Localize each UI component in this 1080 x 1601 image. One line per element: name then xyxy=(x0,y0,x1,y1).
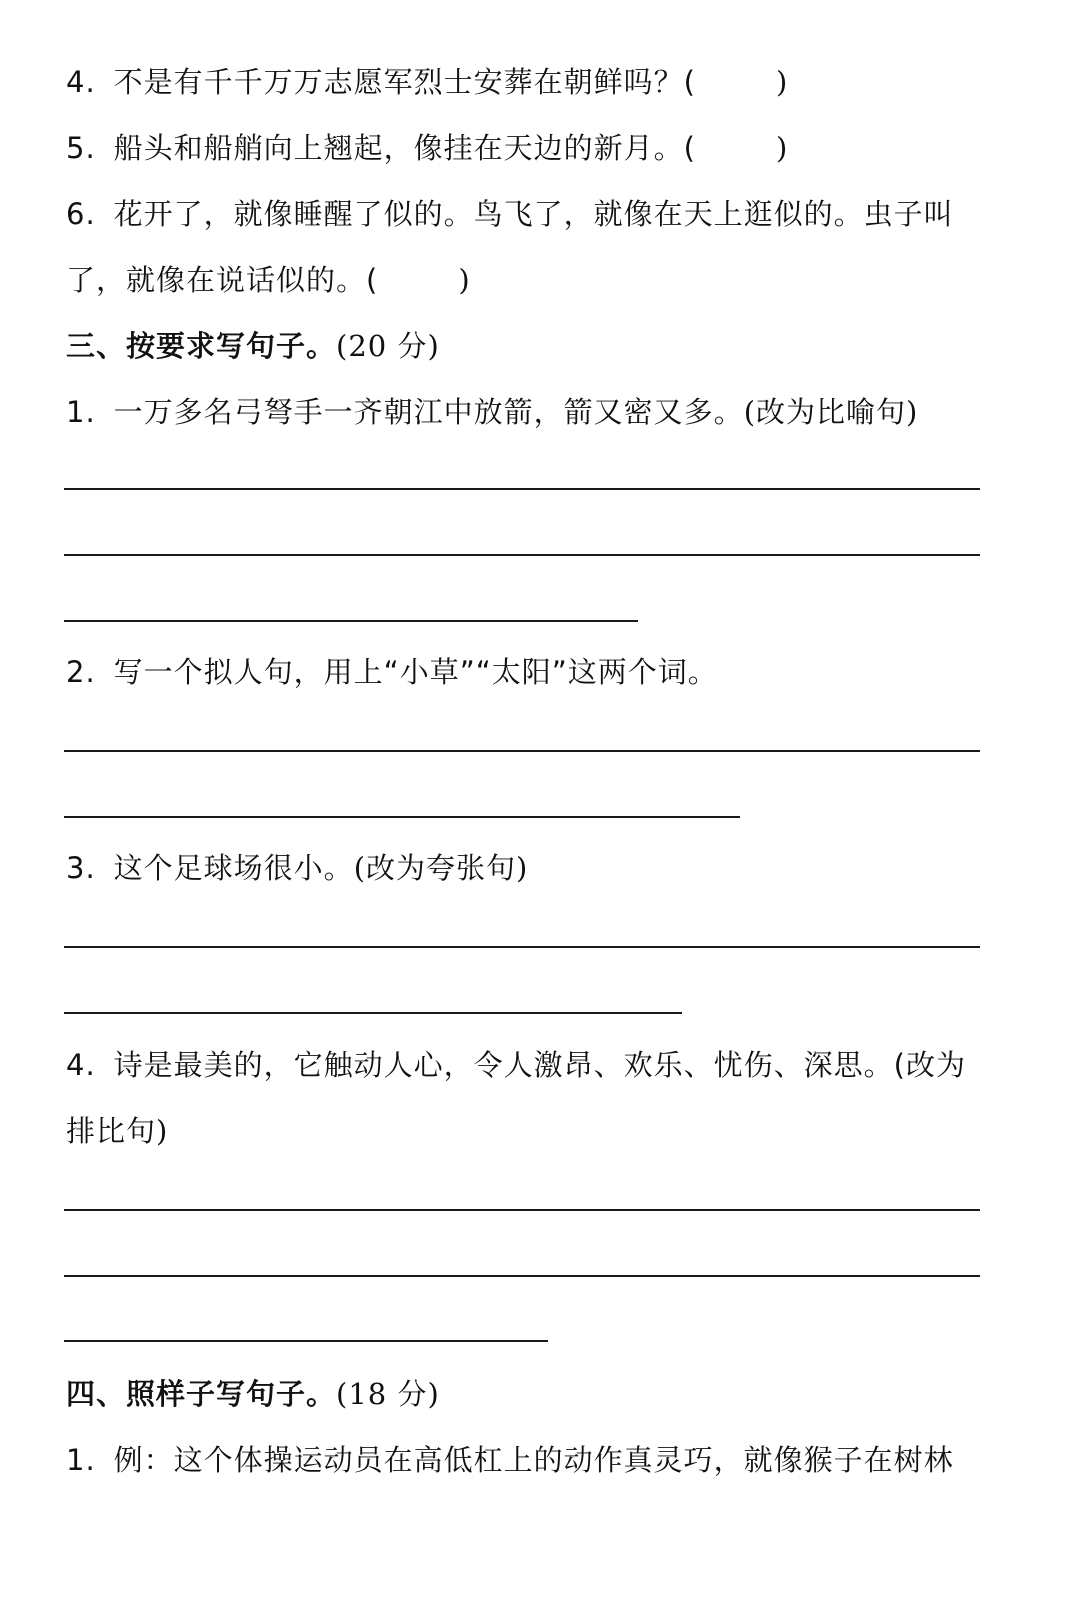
answer-line[interactable] xyxy=(64,488,980,490)
question-6-line-1 xyxy=(66,194,954,234)
section-4-heading xyxy=(66,1374,440,1414)
question-number: 1. xyxy=(66,395,96,429)
s4-question-1 xyxy=(66,1440,954,1480)
section-score: (18 分) xyxy=(336,1377,440,1411)
s3-question-3 xyxy=(66,848,528,888)
question-instruction-continued: 排比句) xyxy=(66,1114,169,1148)
answer-line[interactable] xyxy=(64,1012,682,1014)
question-4 xyxy=(66,62,788,102)
answer-line[interactable] xyxy=(64,750,980,752)
question-text: 例：这个体操运动员在高低杠上的动作真灵巧，就像猴子在树林 xyxy=(113,1443,954,1477)
answer-line[interactable] xyxy=(64,1340,548,1342)
section-3-heading xyxy=(66,326,440,366)
question-text: 船头和船艄向上翘起，像挂在天边的新月。( xyxy=(113,131,696,165)
question-text: 这个足球场很小。 xyxy=(113,851,354,885)
answer-line[interactable] xyxy=(64,1275,980,1277)
close-paren: ) xyxy=(776,131,789,165)
section-title: 三、按要求写句子。 xyxy=(66,329,337,363)
question-number: 4. xyxy=(66,65,96,99)
answer-line[interactable] xyxy=(64,620,638,622)
section-score: (20 分) xyxy=(336,329,440,363)
question-number: 4. xyxy=(66,1048,96,1082)
close-paren: ) xyxy=(458,263,471,297)
s3-question-2 xyxy=(66,652,718,692)
question-number: 2. xyxy=(66,655,96,689)
s3-question-4-line-2 xyxy=(66,1111,168,1151)
question-text: 不是有千千万万志愿军烈士安葬在朝鲜吗？( xyxy=(113,65,696,99)
s3-question-1 xyxy=(66,392,918,432)
question-instruction: (改为夸张句) xyxy=(353,851,529,885)
question-text-continued: 了，就像在说话似的。( xyxy=(66,263,379,297)
answer-line[interactable] xyxy=(64,554,980,556)
section-title: 四、照样子写句子。 xyxy=(66,1377,337,1411)
question-text: 一万多名弓弩手一齐朝江中放箭，箭又密又多。 xyxy=(113,395,744,429)
answer-line[interactable] xyxy=(64,1209,980,1211)
question-number: 3. xyxy=(66,851,96,885)
question-text: 写一个拟人句，用上“小草”“太阳”这两个词。 xyxy=(113,655,718,689)
close-paren: ) xyxy=(776,65,789,99)
question-5 xyxy=(66,128,788,168)
question-number: 1. xyxy=(66,1443,96,1477)
question-instruction: (改为比喻句) xyxy=(743,395,919,429)
answer-line[interactable] xyxy=(64,946,980,948)
question-text: 花开了，就像睡醒了似的。鸟飞了，就像在天上逛似的。虫子叫 xyxy=(113,197,954,231)
s3-question-4-line-1 xyxy=(66,1045,966,1085)
question-number: 6. xyxy=(66,197,96,231)
question-6-line-2 xyxy=(66,260,471,300)
question-text: 诗是最美的，它触动人心，令人激昂、欢乐、忧伤、深思。(改为 xyxy=(113,1048,966,1082)
answer-line[interactable] xyxy=(64,816,740,818)
question-number: 5. xyxy=(66,131,96,165)
